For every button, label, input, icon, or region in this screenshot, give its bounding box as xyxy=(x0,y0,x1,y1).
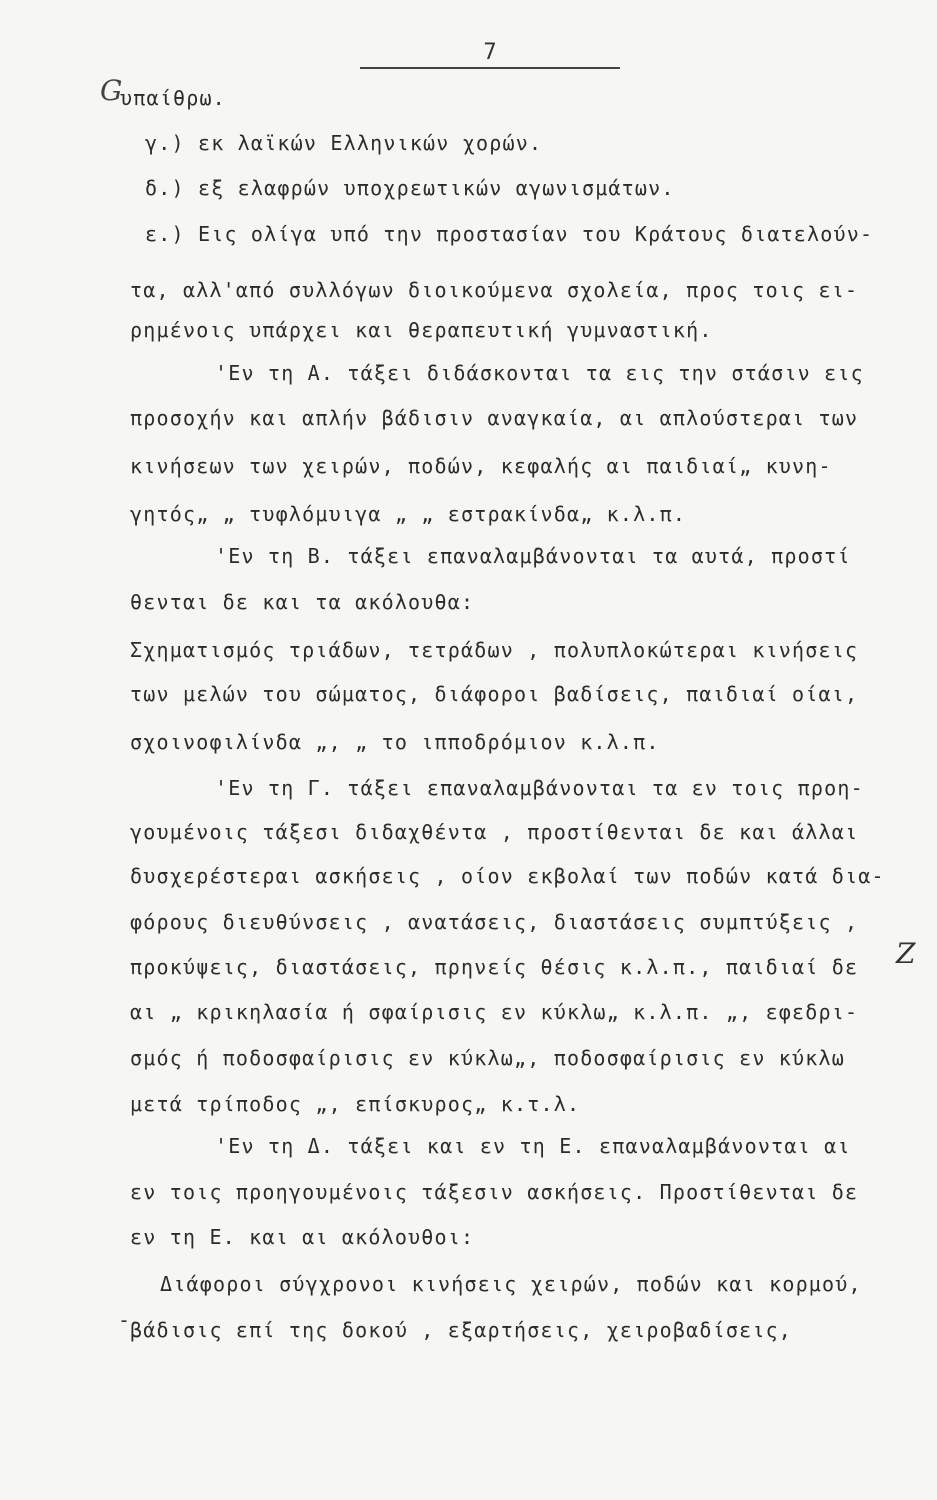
text-line: 'Εν τη Δ. τάξει και εν τη Ε. επαναλαμβάνονται αι xyxy=(215,1134,851,1158)
text-line: αι „ κρικηλασία ή σφαίρισις εν κύκλω„ κ.λ.π. „, εφεδρι- xyxy=(130,1000,859,1024)
text-line: 'Εν τη Γ. τάξει επαναλαμβάνονται τα εν τοις προη- xyxy=(215,776,864,800)
text-line: γουμένοις τάξεσι διδαχθέντα , προστίθενται δε και άλλαι xyxy=(130,820,859,844)
margin-handwritten-note: G xyxy=(100,74,123,107)
margin-correction-mark: Ζ xyxy=(896,937,916,970)
text-line: δυσχερέστεραι ασκήσεις , οίον εκβολαί των ποδών κατά δια- xyxy=(130,864,885,888)
text-line: 'Εν τη Β. τάξει επαναλαμβάνονται τα αυτά, προστί xyxy=(215,544,851,568)
text-line: εν τη Ε. και αι ακόλουθοι: xyxy=(130,1225,475,1249)
text-line: σμός ή ποδοσφαίρισις εν κύκλω„, ποδοσφαίρισις εν κύκλω xyxy=(130,1046,846,1070)
text-line: σχοινοφιλίνδα „, „ το ιπποδρόμιον κ.λ.π. xyxy=(130,730,660,754)
text-line: Σχηματισμός τριάδων, τετράδων , πολυπλοκώτεραι κινήσεις xyxy=(130,638,859,662)
text-line: ε.) Εις ολίγα υπό την προστασίαν του Κράτους διατελούν- xyxy=(145,222,874,246)
text-line: φόρους διευθύνσεις , ανατάσεις, διαστάσεις συμπτύξεις , xyxy=(130,910,859,934)
text-line: Διάφοροι σύγχρονοι κινήσεις χειρών, ποδών και κορμού, xyxy=(160,1272,862,1296)
text-line: μετά τρίποδος „, επίσκυρος„ κ.τ.λ. xyxy=(130,1092,581,1116)
text-line: δ.) εξ ελαφρών υποχρεωτικών αγωνισμάτων. xyxy=(145,176,675,200)
text-line: τα, αλλ'από συλλόγων διοικούμενα σχολεία, προς τοις ει- xyxy=(130,278,859,302)
text-line: γ.) εκ λαϊκών Ελληνικών χορών. xyxy=(145,131,543,155)
text-line: υπαίθρω. xyxy=(120,86,226,110)
margin-dash-mark: - xyxy=(118,1308,131,1332)
text-line: προσοχήν και απλήν βάδισιν αναγκαία, αι απλούστεραι των xyxy=(130,406,859,430)
text-line: θενται δε και τα ακόλουθα: xyxy=(130,590,475,614)
text-line: γητός„ „ τυφλόμυιγα „ „ εστρακίνδα„ κ.λ.π. xyxy=(130,502,687,526)
page-number: 7 xyxy=(360,40,620,69)
text-line: ρημένοις υπάρχει και θεραπευτική γυμναστική. xyxy=(130,318,713,342)
text-line: εν τοις προηγουμένοις τάξεσιν ασκήσεις. Προστίθενται δε xyxy=(130,1180,859,1204)
text-line: βάδισις επί της δοκού , εξαρτήσεις, χειροβαδίσεις, xyxy=(130,1318,793,1342)
text-line: κινήσεων των χειρών, ποδών, κεφαλής αι παιδιαί„ κυνη- xyxy=(130,454,832,478)
text-line: 'Εν τη Α. τάξει διδάσκονται τα εις την στάσιν εις xyxy=(215,361,864,385)
text-line: προκύψεις, διαστάσεις, πρηνείς θέσις κ.λ.π., παιδιαί δε xyxy=(130,955,859,979)
text-line: των μελών του σώματος, διάφοροι βαδίσεις, παιδιαί οίαι, xyxy=(130,682,859,706)
